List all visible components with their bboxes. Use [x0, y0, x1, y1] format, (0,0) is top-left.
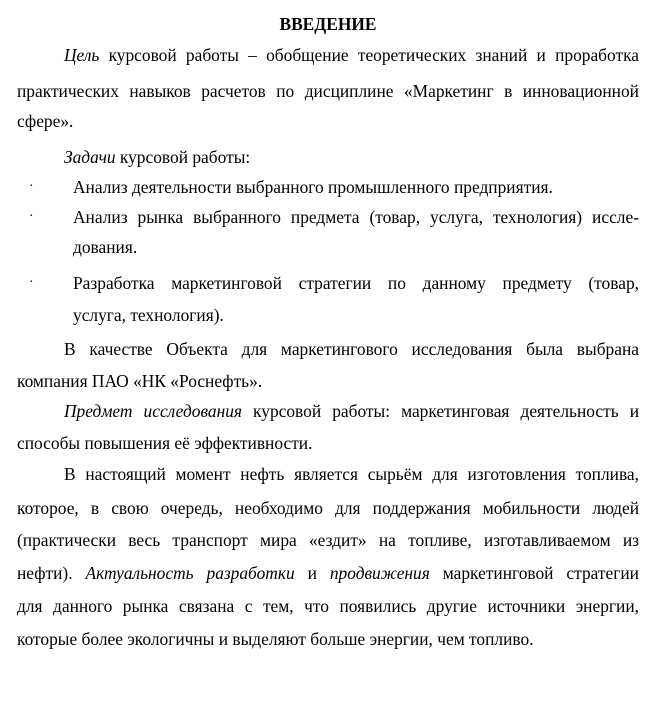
bullet-3: · — [29, 275, 34, 290]
relevance-line-3: (практически весь транспорт мира «ездит» на топливе, изготавливаемом из — [17, 530, 639, 550]
relevance-line-2: которое, в свою очередь, необходимо для поддержания мобильности людей — [17, 498, 639, 518]
relevance-line-4: нефти). Актуальность разработки и продвижения маркетинговой стратегии — [17, 563, 639, 583]
page-title: ВВЕДЕНИЕ — [279, 14, 377, 34]
tasks-heading: Задачи курсовой работы: — [64, 147, 251, 167]
subject-line-1: Предмет исследования курсовой работы: маркетинговая деятельность и — [64, 401, 640, 421]
goal-line-3: сфере». — [17, 111, 74, 131]
bullet-2: · — [29, 209, 34, 224]
goal-line-2: практических навыков расчетов по дисциплине «Маркетинг в инновационной — [17, 81, 639, 101]
task-item-2-line-1: Анализ рынка выбранного предмета (товар, услуга, технология) иссле- — [73, 207, 639, 227]
goal-label: Цель — [64, 45, 100, 65]
subject-line-2: способы повышения её эффективности. — [17, 433, 313, 453]
relevance-line-6: которые более экологичны и выделяют больше энергии, чем топливо. — [17, 629, 534, 649]
subject-label: Предмет исследования — [64, 401, 242, 421]
goal-text: курсовой работы – обобщение теоретических знаний и проработка — [99, 45, 639, 65]
tasks-label: Задачи — [64, 147, 116, 167]
relevance-term-2: продвижения — [329, 563, 430, 583]
object-line-1: В качестве Объекта для маркетингового исследования была выбрана — [64, 339, 639, 359]
task-item-1: Анализ деятельности выбранного промышленного предприятия. — [73, 177, 553, 197]
task-item-2-line-2: дования. — [73, 237, 138, 257]
task-item-3-line-2: услуга, технология). — [73, 305, 224, 325]
goal-line-1 — [64, 43, 639, 67]
task-item-3-line-1: Разработка маркетинговой стратегии по данному предмету (товар, — [73, 273, 639, 293]
relevance-line-1: В настоящий момент нефть является сырьём для изготовления топлива, — [64, 464, 639, 484]
bullet-1: · — [29, 179, 34, 194]
relevance-line-5: для данного рынка связана с тем, что появились другие источники энергии, — [17, 596, 639, 616]
object-line-2: компания ПАО «НК «Роснефть». — [17, 371, 263, 391]
relevance-term-1: Актуальность разработки — [85, 563, 295, 583]
